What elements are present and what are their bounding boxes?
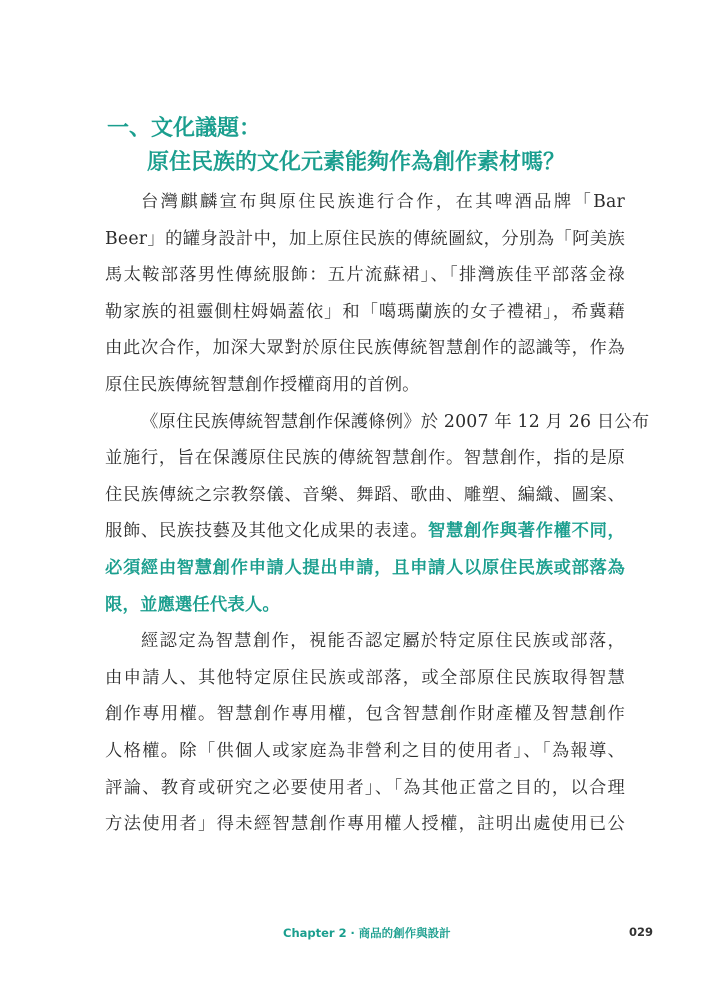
page-number: 029 <box>628 925 653 939</box>
section-heading-question: 原住民族的文化元素能夠作為創作素材嗎？ <box>147 150 566 175</box>
paragraph-line: 方法使用者」得未經智慧創作專用權人授權，註明出處使用已公 <box>105 814 625 835</box>
section-heading <box>107 112 565 180</box>
paragraph-line <box>105 513 625 550</box>
paragraph-line: 《原住民族傳統智慧創作保護條例》於 2007 年 12 月 26 日公布 <box>141 411 650 432</box>
highlighted-line: 必須經由智慧創作申請人提出申請，且申請人以原住民族或部落為 <box>105 557 625 578</box>
paragraph-line: 住民族傳統之宗教祭儀、音樂、舞蹈、歌曲、雕塑、編織、圖案、 <box>105 484 625 505</box>
paragraph-line: 並施行，旨在保護原住民族的傳統智慧創作。智慧創作，指的是原 <box>105 448 625 469</box>
paragraph-line: 馬太鞍部落男性傳統服飾：五片流蘇裙」、「排灣族佳平部落金祿 <box>105 265 625 286</box>
page-footer <box>283 925 653 945</box>
body-text <box>105 184 650 843</box>
highlighted-text: 智慧創作與著作權不同， <box>428 521 625 542</box>
paragraph-line: 台灣麒麟宣布與原住民族進行合作，在其啤酒品牌「Bar <box>141 192 625 212</box>
paragraph-line: 人格權。除「供個人或家庭為非營利之目的使用者」、「為報導、 <box>105 740 625 761</box>
paragraph-text: 服飾、民族技藝及其他文化成果的表達。 <box>105 521 429 542</box>
paragraph-line: 創作專用權。智慧創作專用權，包含智慧創作財產權及智慧創作 <box>105 704 625 725</box>
section-heading-title: 一、文化議題： <box>107 116 262 141</box>
paragraph-line: 由申請人、其他特定原住民族或部落，或全部原住民族取得智慧 <box>105 667 625 688</box>
paragraph-line: 由此次合作，加深大眾對於原住民族傳統智慧創作的認識等，作為 <box>105 338 625 359</box>
chapter-label: Chapter 2 ‧ 商品的創作與設計 <box>283 926 451 940</box>
paragraph-line: Beer」的罐身設計中，加上原住民族的傳統圖紋，分別為「阿美族 <box>105 228 625 249</box>
paragraph-line: 評論、教育或研究之必要使用者」、「為其他正當之目的，以合理 <box>105 777 625 798</box>
paragraph-line: 原住民族傳統智慧創作授權商用的首例。 <box>105 374 420 395</box>
paragraph-line: 經認定為智慧創作，視能否認定屬於特定原住民族或部落， <box>141 631 625 652</box>
highlighted-line: 限，並應選任代表人。 <box>105 594 280 615</box>
paragraph-line: 勒家族的祖靈側柱姆媧蓋依」和「噶瑪蘭族的女子禮裙」，希冀藉 <box>105 301 625 322</box>
